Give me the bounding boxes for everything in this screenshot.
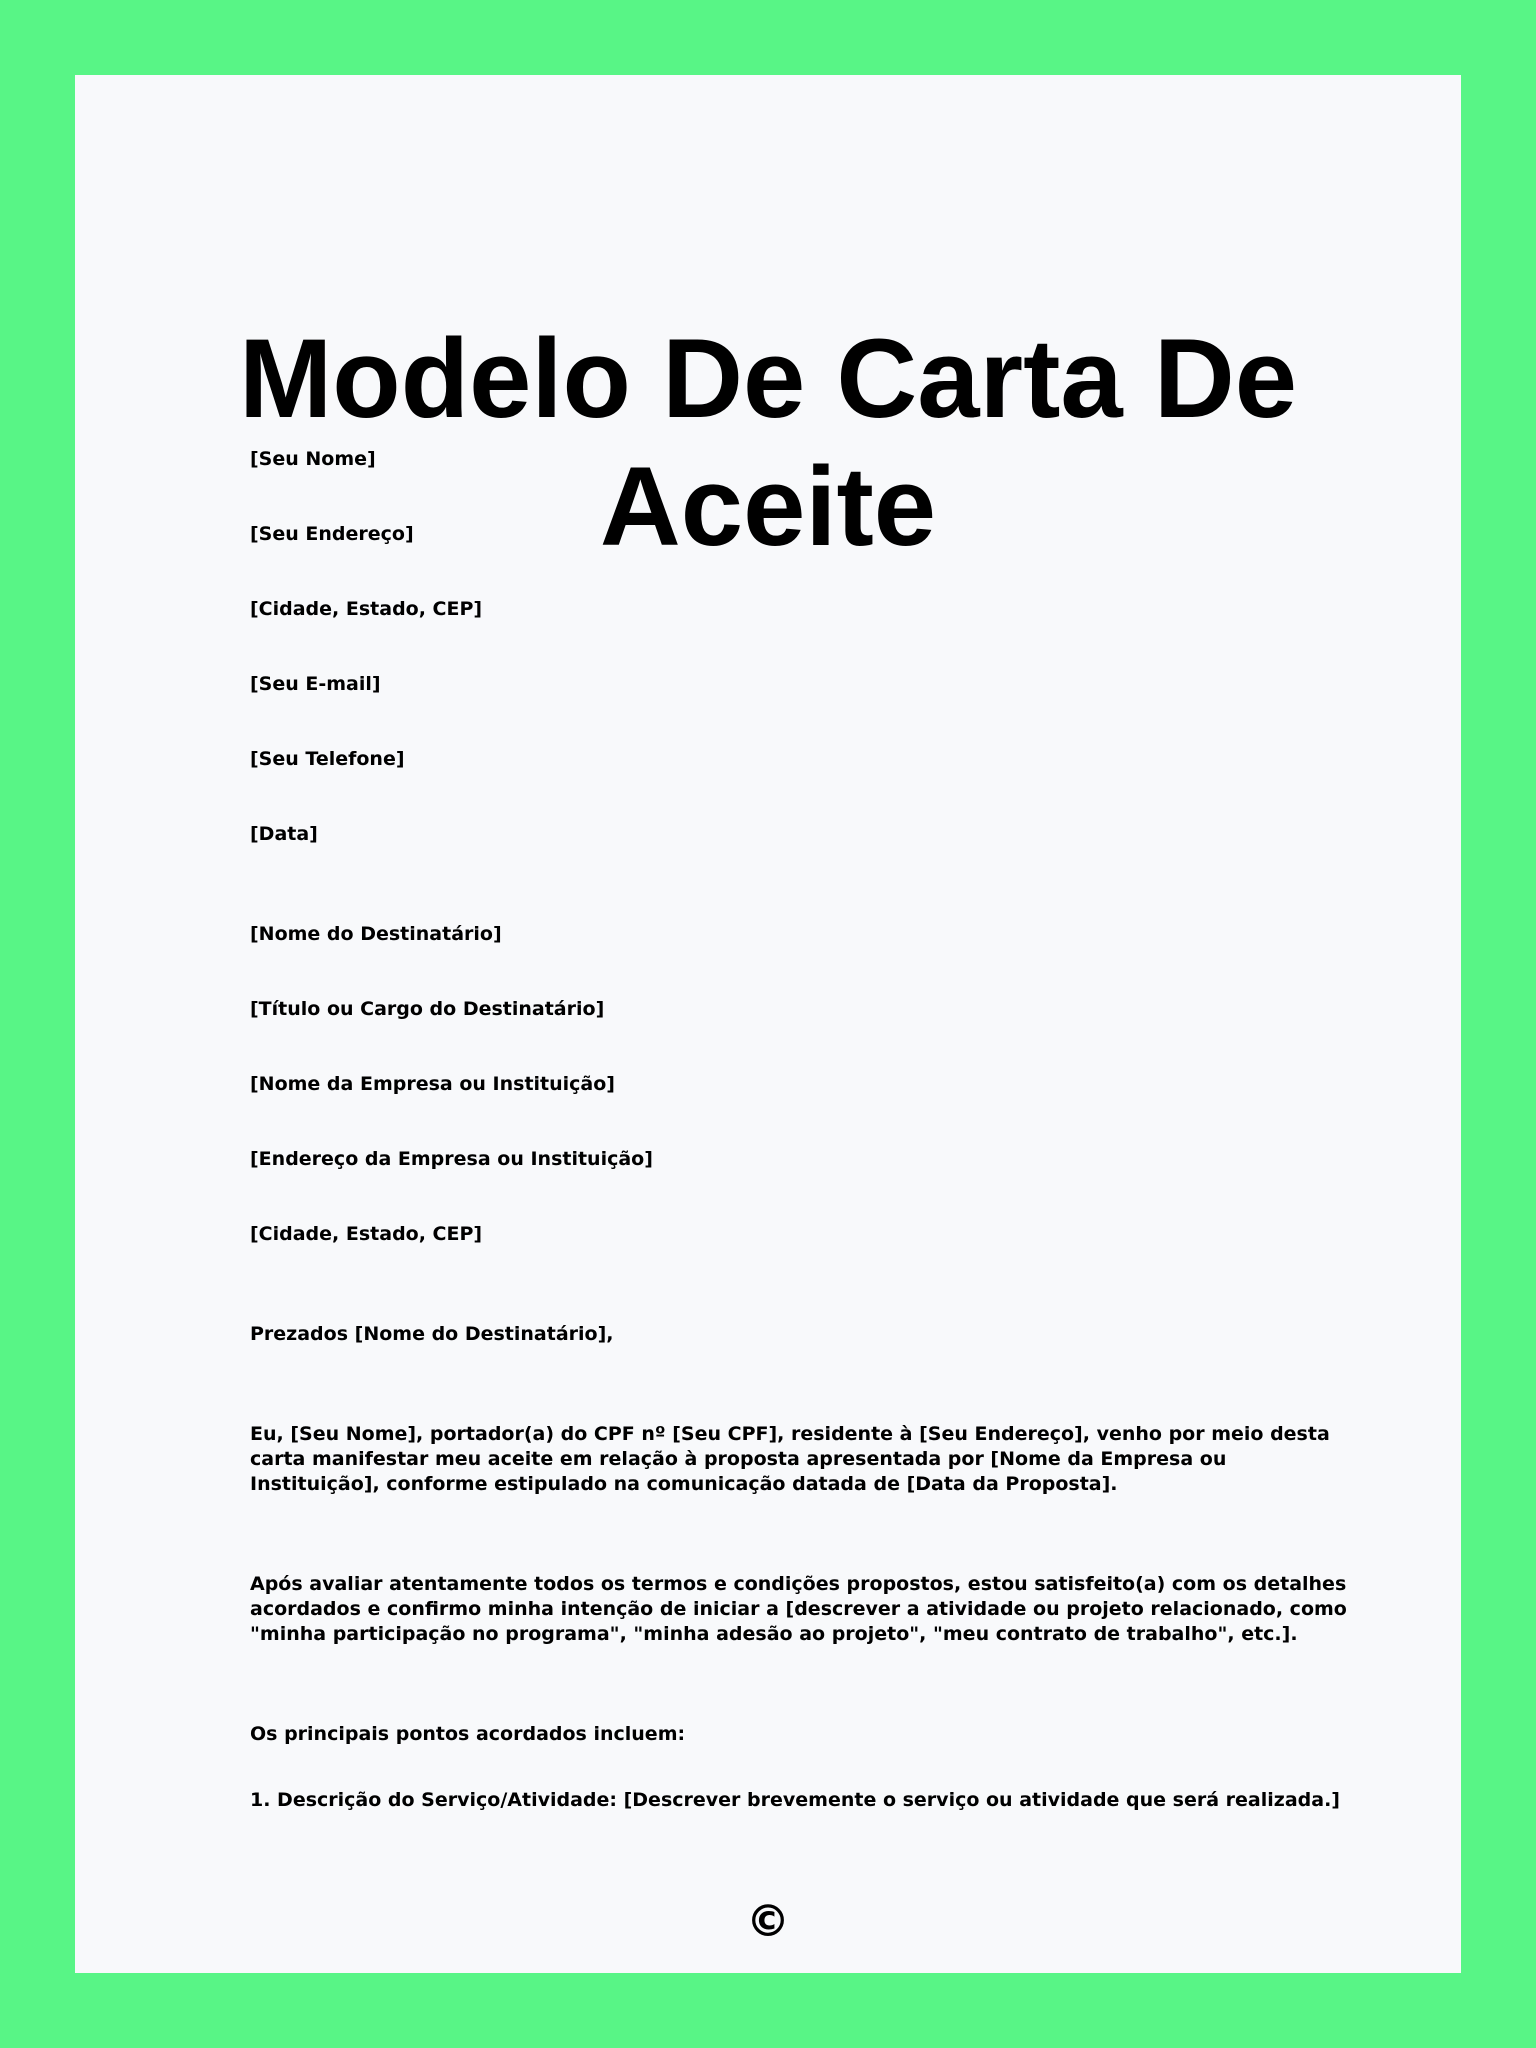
recipient-block [250,922,1360,1247]
sender-email: [Seu E-mail] [250,673,381,695]
copyright-icon: © [746,1896,790,1947]
sender-block [250,447,1360,847]
document-title: Modelo De Carta De Aceite [239,316,1297,569]
point-item-1: 1. Descrição do Serviço/Atividade: [Descrever brevemente o serviço ou atividade que será realizada.] [250,1789,1340,1811]
document-page [75,75,1461,1973]
recipient-company-address: [Endereço da Empresa ou Instituição] [250,1148,653,1170]
recipient-company: [Nome da Empresa ou Instituição] [250,1073,615,1095]
points-intro: Os principais pontos acordados incluem: [250,1723,686,1745]
sender-name: [Seu Nome] [250,448,376,470]
letter-body [250,447,1360,1813]
sender-city: [Cidade, Estado, CEP] [250,598,483,620]
salutation: Prezados [Nome do Destinatário], [250,1323,614,1345]
recipient-name: [Nome do Destinatário] [250,923,502,945]
sender-date: [Data] [250,823,318,845]
recipient-title: [Título ou Cargo do Destinatário] [250,998,605,1020]
paragraph-acceptance: Eu, [Seu Nome], portador(a) do CPF nº [Seu CPF], residente à [Seu Endereço], venho por meio desta carta manifestar meu aceite em relação à proposta apresentada por [Nome da Empresa ou Instituição], conforme estipulado na comunicação datada de [Data da Proposta]. [250,1423,1330,1495]
sender-phone: [Seu Telefone] [250,748,405,770]
recipient-city: [Cidade, Estado, CEP] [250,1223,483,1245]
sender-address: [Seu Endereço] [250,523,414,545]
paragraph-confirmation: Após avaliar atentamente todos os termos e condições propostos, estou satisfeito(a) com os detalhes acordados e confirmo minha intenção de iniciar a [descrever a atividade ou projeto relacionado, como "minha participação no programa", "minha adesão ao projeto", "meu contrato de trabalho", etc.]. [250,1573,1347,1645]
